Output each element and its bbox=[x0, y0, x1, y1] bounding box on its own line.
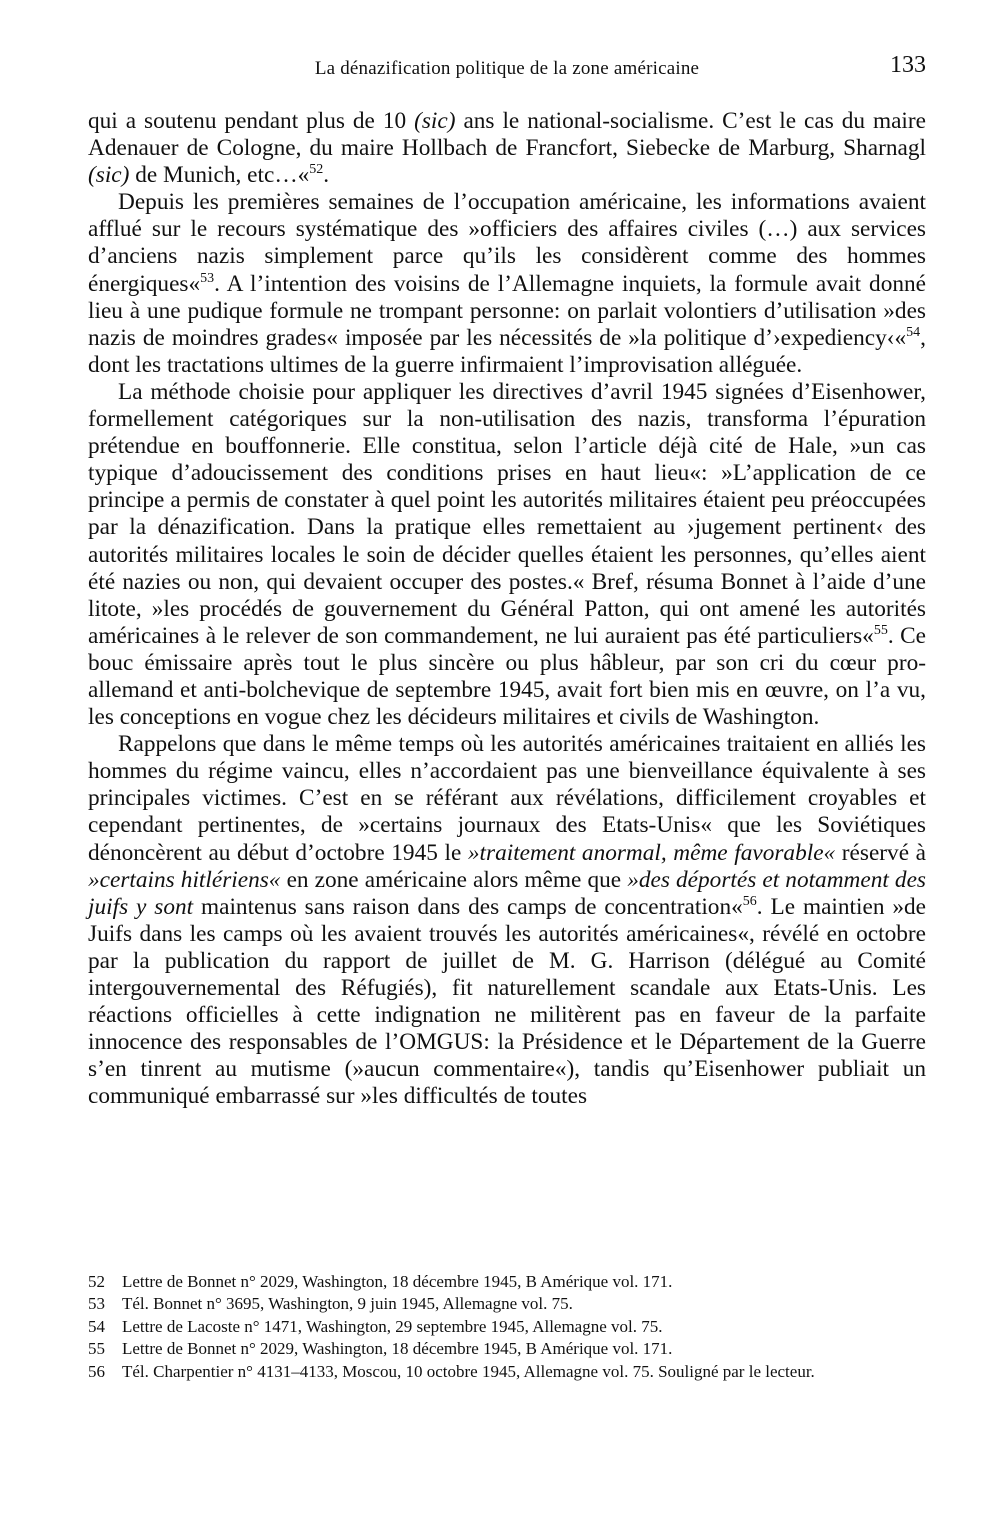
text-run: Rappelons que dans le même temps où les autorités américaines traitaient en alliés les hommes du régime vaincu, elles n’accordaient pas une bienveillance équivalente à ses principales victimes. C’est en se référant aux révélations, difficilement croyables et cependant pertinentes, de »certains journaux des Etats-Unis« que les Soviétiques dénoncèrent au début d’octobre 1945 le bbox=[88, 731, 926, 866]
italic-text: »certains hitlériens« bbox=[88, 866, 281, 893]
footnote bbox=[88, 1271, 926, 1293]
footnote-number: 54 bbox=[88, 1316, 105, 1336]
page-header bbox=[88, 52, 926, 88]
text-run: , dont les tractations ultimes de la guerre infirmaient l’improvisation alléguée. bbox=[88, 324, 926, 378]
text-run: . Ce bouc émissaire après tout le plus sincère ou plus hâbleur, par son cri du cœur pro-allemand et anti-bolchevique de septembre 1945, avait fort bien mis en œuvre, on l’a vu, les conceptions en vogue chez les décideurs militaires et civils de Washington. bbox=[88, 622, 926, 731]
running-title: La dénazification politique de la zone américaine bbox=[314, 58, 700, 79]
footnote bbox=[88, 1316, 926, 1338]
footnotes bbox=[88, 1271, 926, 1383]
footnote-ref: 53 bbox=[200, 270, 215, 286]
footnote bbox=[88, 1361, 926, 1383]
footnote-number: 55 bbox=[88, 1339, 105, 1359]
footnote-text: Tél. Bonnet n° 3695, Washington, 9 juin 1945, Allemagne vol. 75. bbox=[122, 1294, 573, 1314]
paragraph bbox=[88, 379, 926, 731]
text-run: ans le national-socialisme. C’est le cas du maire Adenauer de Cologne, du maire Hollbach de Francfort, Siebecke de Marburg, Sharnagl bbox=[88, 108, 926, 162]
footnote-ref: 55 bbox=[873, 623, 888, 639]
text-run: . A l’intention des voisins de l’Allemagne inquiets, la formule avait donné lieu à une pudique formule ne trompant personne: on parlait volontiers d’utilisation »des nazis de moindres grades« imposée par les nécessités de »la politique d’›expediency‹« bbox=[88, 270, 926, 351]
footnote-number: 52 bbox=[88, 1272, 105, 1291]
text-run: en zone américaine alors même que bbox=[280, 866, 628, 893]
footnote-ref: 52 bbox=[309, 162, 324, 178]
book-page bbox=[88, 52, 926, 1110]
paragraph bbox=[88, 108, 926, 189]
footnote-text: Tél. Charpentier n° 4131–4133, Moscou, 10 octobre 1945, Allemagne vol. 75. Souligné par le lecteur. bbox=[122, 1361, 815, 1381]
text-run: réservé à bbox=[835, 839, 926, 866]
footnote bbox=[88, 1293, 926, 1315]
footnote-ref: 56 bbox=[742, 893, 757, 909]
italic-text: (sic) bbox=[414, 108, 456, 134]
text-run: . Le maintien »de Juifs dans les camps où les avaient trouvés les autorités américaines«, révélé en octobre par la publication du rapport de juillet de M. G. Harrison (délégué au Comité intergouvernemental des Réfugiés), fit naturellement scandale aux Etats-Unis. Les réactions officielles à cette indignation ne militèrent pas en faveur de la parfaite innocence des responsables de l’OMGUS: la Présidence et le Département de la Guerre s’en tinrent au mutisme (»aucun commentaire«), tandis qu’Eisenhower publiait un communiqué embarrassé sur »les difficultés de toutes bbox=[88, 893, 926, 1110]
footnote-ref: 54 bbox=[906, 324, 921, 340]
text-run: maintenus sans raison dans des camps de concentration« bbox=[193, 893, 743, 920]
text-run: Depuis les premières semaines de l’occupation américaine, les informations avaient afflué sur le recours systématique des »officiers des affaires civiles (…) aux services d’anciens nazis simplement parce qu’ils les considèrent comme des hommes énergiques« bbox=[88, 189, 926, 297]
paragraph bbox=[88, 189, 926, 379]
footnote bbox=[88, 1338, 926, 1360]
italic-text: »des déportés et notamment des juifs y sont bbox=[88, 866, 926, 920]
footnote-text: Lettre de Bonnet n° 2029, Washington, 18 décembre 1945, B Amérique vol. 171. bbox=[122, 1272, 673, 1291]
page-number: 133 bbox=[890, 52, 926, 78]
text-run: qui a soutenu pendant plus de 10 bbox=[88, 108, 415, 134]
paragraph bbox=[88, 731, 926, 1110]
footnote-text: Lettre de Bonnet n° 2029, Washington, 18 décembre 1945, B Amérique vol. 171. bbox=[122, 1339, 673, 1359]
body-text bbox=[88, 108, 926, 1110]
text-run: . bbox=[323, 162, 330, 189]
text-run: La méthode choisie pour appliquer les directives d’avril 1945 signées d’Eisenhower, formellement catégoriques sur la non-utilisation des nazis, transforma l’épuration prétendue en bouffonnerie. Elle constitua, selon l’article déjà cité de Hale, »un cas typique d’adoucissement des conditions prises en haut lieu«: »L’application de ce principe a permis de constater à quel point les autorités militaires étaient peu préoccupées par la dénazification. Dans la pratique elles remettaient au ›jugement pertinent‹ des autorités militaires locales le soin de décider quelles étaient les personnes, qu’elles aient été nazies ou non, qui devaient occuper des postes.« Bref, résuma Bonnet à l’aide d’une litote, »les procédés de gouvernement du Général Patton, qui ont amené les autorités américaines à le relever de son commandement, ne lui auraient pas été particuliers« bbox=[88, 378, 926, 649]
footnote-number: 53 bbox=[88, 1294, 105, 1314]
footnote-number: 56 bbox=[88, 1361, 105, 1381]
italic-text: »traitement anormal, même favorable« bbox=[467, 839, 836, 866]
text-run: de Munich, etc…« bbox=[129, 162, 310, 189]
footnote-text: Lettre de Lacoste n° 1471, Washington, 29 septembre 1945, Allemagne vol. 75. bbox=[122, 1316, 663, 1336]
italic-text: (sic) bbox=[88, 162, 130, 189]
